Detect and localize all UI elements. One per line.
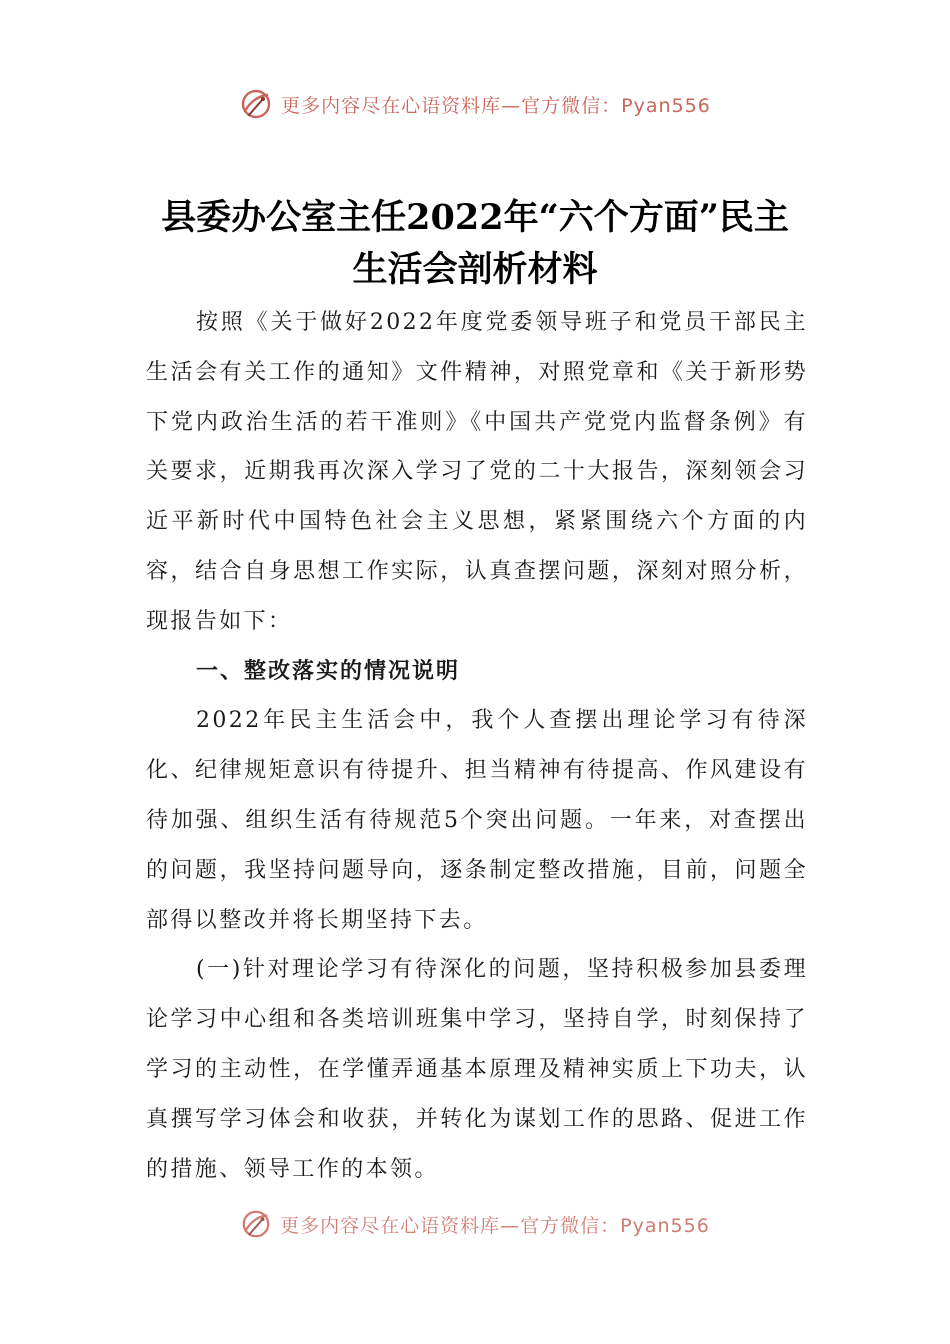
watermark-banner-bottom — [0, 1206, 950, 1242]
section-heading: 一、整改落实的情况说明 — [196, 658, 461, 684]
document-body — [146, 298, 808, 1194]
watermark-text: 更多内容尽在心语资料库—官方微信：Pyan556 — [280, 1214, 710, 1237]
title-line-2: 生活会剖析材料 — [352, 249, 598, 290]
section-body-paragraph: 2022年民主生活会中，我个人查摆出理论学习有待深化、纪律规矩意识有待提升、担当精神有待提高、作风建设有待加强、组织生活有待规范5个突出问题。一年来，对查摆出的问题，我坚持问题导向，逐条制定整改措施，目前，问题全部得以整改并将长期坚持下去。 — [146, 708, 808, 933]
watermark-banner-top — [0, 84, 950, 124]
intro-paragraph: 按照《关于做好2022年度党委领导班子和党员干部民主生活会有关工作的通知》文件精神，对照党章和《关于新形势下党内政治生活的若干准则》《中国共产党党内监督条例》有关要求，近期我再次深入学习了党的二十大报告，深刻领会习近平新时代中国特色社会主义思想，紧紧围绕六个方面的内容，结合自身思想工作实际，认真查摆问题，深刻对照分析，现报告如下： — [146, 310, 808, 634]
watermark-text: 更多内容尽在心语资料库—官方微信：Pyan556 — [281, 94, 711, 117]
pen-logo-icon — [239, 87, 273, 121]
title-line-1: 县委办公室主任2022年“六个方面”民主 — [161, 197, 789, 238]
pen-logo-icon — [240, 1208, 272, 1240]
document-title — [100, 192, 850, 296]
item-paragraph: (一)针对理论学习有待深化的问题，坚持积极参加县委理论学习中心组和各类培训班集中学习，坚持自学，时刻保持了学习的主动性，在学懂弄通基本原理及精神实质上下功夫，认真撰写学习体会和收获，并转化为谋划工作的思路、促进工作的措施、领导工作的本领。 — [146, 957, 808, 1182]
